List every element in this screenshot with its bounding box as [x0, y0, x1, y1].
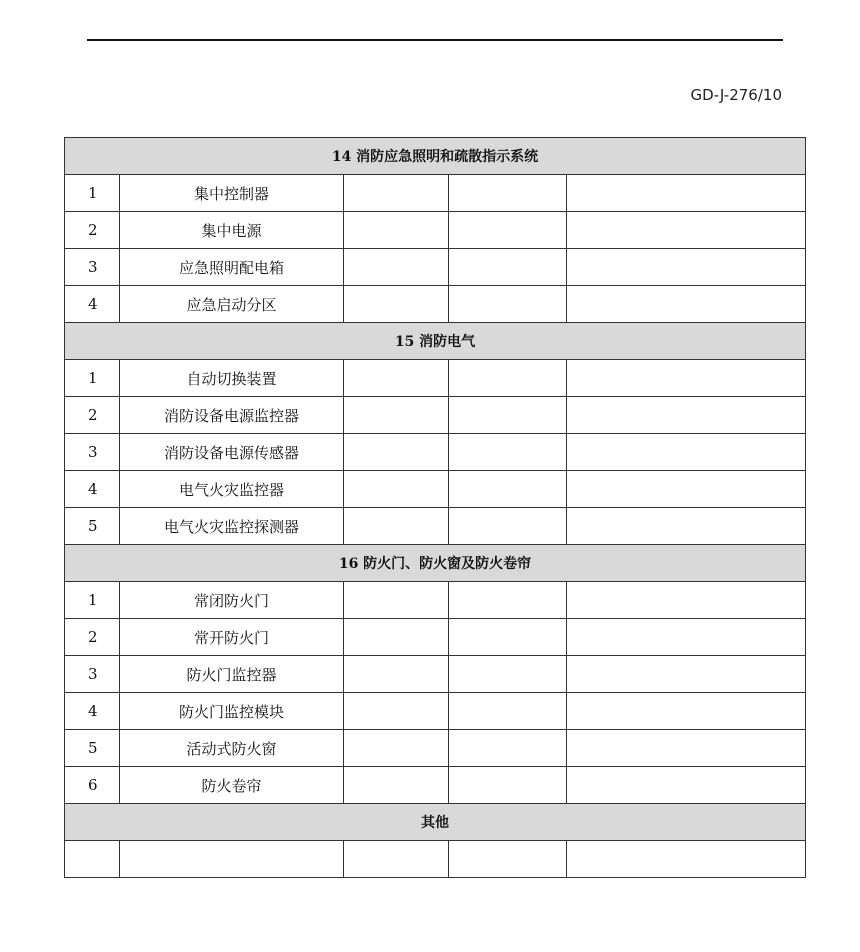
- blank-entry-cell[interactable]: [344, 175, 449, 212]
- table-row: [65, 212, 806, 249]
- item-number: 3: [65, 656, 120, 693]
- inspection-form-table: [64, 137, 806, 878]
- blank-entry-cell[interactable]: [567, 730, 806, 767]
- blank-entry-cell[interactable]: [449, 286, 567, 323]
- blank-entry-cell[interactable]: [344, 434, 449, 471]
- blank-entry-cell[interactable]: [344, 619, 449, 656]
- blank-entry-cell[interactable]: [344, 286, 449, 323]
- table-row: [65, 471, 806, 508]
- blank-entry-cell[interactable]: [344, 212, 449, 249]
- document-code: GD-J-276/10: [690, 86, 782, 104]
- table-row: [65, 693, 806, 730]
- blank-entry-cell[interactable]: [449, 619, 567, 656]
- blank-entry-cell[interactable]: [449, 397, 567, 434]
- table-row: [65, 730, 806, 767]
- blank-entry-cell[interactable]: [449, 508, 567, 545]
- blank-entry-cell[interactable]: [344, 249, 449, 286]
- section-title: 15 消防电气: [65, 323, 806, 360]
- table-row: [65, 767, 806, 804]
- item-number: 1: [65, 360, 120, 397]
- blank-entry-cell[interactable]: [567, 767, 806, 804]
- blank-entry-cell[interactable]: [344, 471, 449, 508]
- item-number: [65, 841, 120, 878]
- blank-entry-cell[interactable]: [567, 841, 806, 878]
- blank-entry-cell[interactable]: [344, 841, 449, 878]
- item-name: 电气火灾监控探测器: [120, 508, 344, 545]
- table-row: [65, 582, 806, 619]
- blank-entry-cell[interactable]: [567, 249, 806, 286]
- blank-entry-cell[interactable]: [344, 397, 449, 434]
- item-name: 活动式防火窗: [120, 730, 344, 767]
- item-name: 集中控制器: [120, 175, 344, 212]
- blank-entry-cell[interactable]: [449, 360, 567, 397]
- blank-entry-cell[interactable]: [567, 693, 806, 730]
- blank-entry-cell[interactable]: [567, 175, 806, 212]
- table-row: [65, 249, 806, 286]
- form-body: [65, 138, 806, 878]
- blank-entry-cell[interactable]: [567, 582, 806, 619]
- blank-entry-cell[interactable]: [449, 582, 567, 619]
- item-name: 防火门监控器: [120, 656, 344, 693]
- item-name: 应急启动分区: [120, 286, 344, 323]
- blank-entry-cell[interactable]: [449, 841, 567, 878]
- section-title: 16 防火门、防火窗及防火卷帘: [65, 545, 806, 582]
- blank-entry-cell[interactable]: [449, 212, 567, 249]
- item-number: 5: [65, 730, 120, 767]
- section-header-row: [65, 138, 806, 175]
- item-number: 1: [65, 175, 120, 212]
- section-header-row: [65, 804, 806, 841]
- item-name: 电气火灾监控器: [120, 471, 344, 508]
- blank-entry-cell[interactable]: [449, 767, 567, 804]
- section-header-row: [65, 323, 806, 360]
- item-name: 常开防火门: [120, 619, 344, 656]
- item-name: 应急照明配电箱: [120, 249, 344, 286]
- table-row: [65, 360, 806, 397]
- item-number: 3: [65, 434, 120, 471]
- item-number: 4: [65, 286, 120, 323]
- blank-entry-cell[interactable]: [344, 360, 449, 397]
- blank-entry-cell[interactable]: [449, 434, 567, 471]
- table-row: [65, 656, 806, 693]
- blank-entry-cell[interactable]: [567, 471, 806, 508]
- section-title: 14 消防应急照明和疏散指示系统: [65, 138, 806, 175]
- item-number: 2: [65, 212, 120, 249]
- blank-entry-cell[interactable]: [567, 508, 806, 545]
- blank-entry-cell[interactable]: [567, 434, 806, 471]
- item-number: 4: [65, 471, 120, 508]
- item-number: 2: [65, 397, 120, 434]
- item-number: 2: [65, 619, 120, 656]
- item-name: 自动切换装置: [120, 360, 344, 397]
- table-row: [65, 841, 806, 878]
- item-name: 防火门监控模块: [120, 693, 344, 730]
- blank-entry-cell[interactable]: [567, 656, 806, 693]
- table-row: [65, 619, 806, 656]
- item-name: [120, 841, 344, 878]
- blank-entry-cell[interactable]: [449, 730, 567, 767]
- blank-entry-cell[interactable]: [344, 582, 449, 619]
- item-name: 防火卷帘: [120, 767, 344, 804]
- item-number: 4: [65, 693, 120, 730]
- item-name: 消防设备电源传感器: [120, 434, 344, 471]
- section-header-row: [65, 545, 806, 582]
- table-row: [65, 434, 806, 471]
- table-row: [65, 175, 806, 212]
- blank-entry-cell[interactable]: [449, 175, 567, 212]
- item-name: 消防设备电源监控器: [120, 397, 344, 434]
- top-rule: [87, 39, 783, 41]
- blank-entry-cell[interactable]: [567, 286, 806, 323]
- blank-entry-cell[interactable]: [449, 693, 567, 730]
- blank-entry-cell[interactable]: [344, 508, 449, 545]
- blank-entry-cell[interactable]: [344, 656, 449, 693]
- table-row: [65, 397, 806, 434]
- blank-entry-cell[interactable]: [567, 619, 806, 656]
- item-number: 3: [65, 249, 120, 286]
- blank-entry-cell[interactable]: [449, 249, 567, 286]
- item-number: 6: [65, 767, 120, 804]
- blank-entry-cell[interactable]: [449, 471, 567, 508]
- blank-entry-cell[interactable]: [344, 693, 449, 730]
- item-number: 5: [65, 508, 120, 545]
- blank-entry-cell[interactable]: [344, 730, 449, 767]
- section-title: 其他: [65, 804, 806, 841]
- blank-entry-cell[interactable]: [567, 397, 806, 434]
- blank-entry-cell[interactable]: [567, 212, 806, 249]
- blank-entry-cell[interactable]: [449, 656, 567, 693]
- blank-entry-cell[interactable]: [567, 360, 806, 397]
- item-number: 1: [65, 582, 120, 619]
- table-row: [65, 508, 806, 545]
- item-name: 集中电源: [120, 212, 344, 249]
- blank-entry-cell[interactable]: [344, 767, 449, 804]
- item-name: 常闭防火门: [120, 582, 344, 619]
- table-row: [65, 286, 806, 323]
